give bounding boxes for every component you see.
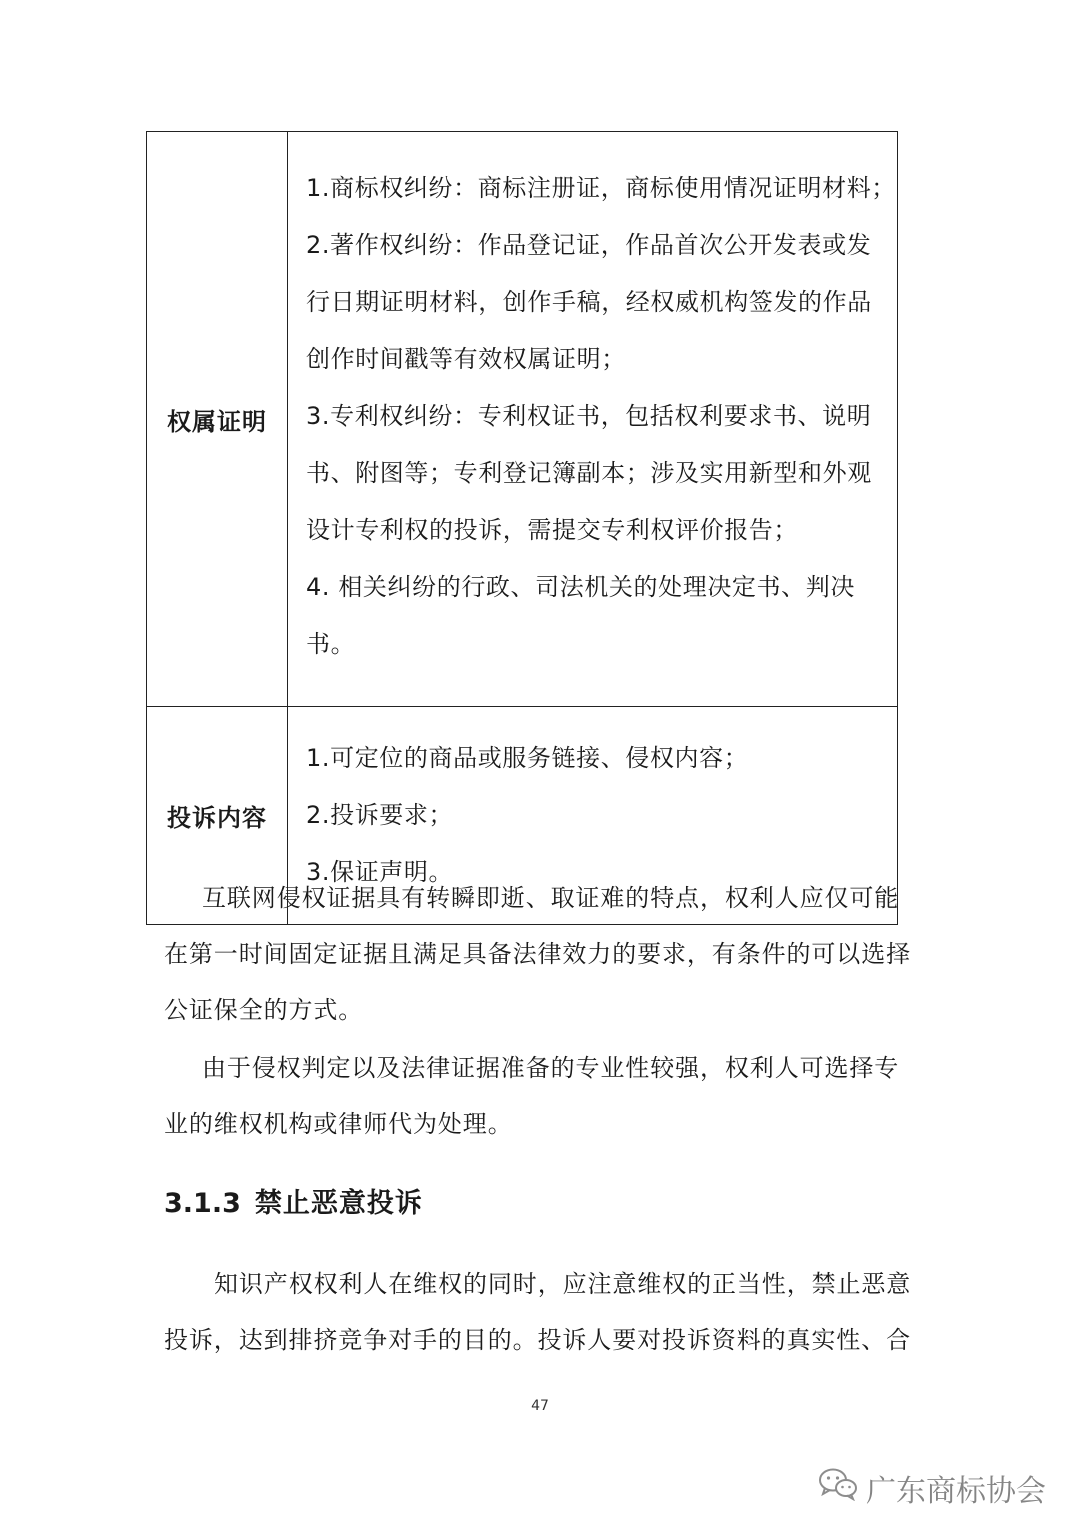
row-label-complaint-content: 投诉内容 — [147, 707, 288, 925]
content-line: 1.商标权纠纷：商标注册证，商标使用情况证明材料； — [306, 173, 896, 202]
content-line: 3.保证声明。 — [306, 858, 454, 886]
section-heading — [164, 1176, 423, 1232]
paragraph-evidence-notarization — [164, 870, 924, 1038]
page-number: 47 — [531, 1398, 549, 1414]
paragraph-line: 在第一时间固定证据且满足具备法律效力的要求，有条件的可以选择 — [164, 940, 911, 968]
evidence-table — [146, 131, 898, 925]
wechat-icon — [818, 1467, 866, 1509]
content-line: 3.专利权纠纷：专利权证书，包括权利要求书、说明 — [306, 401, 872, 430]
paragraph-line: 知识产权权利人在维权的同时，应注意维权的正当性，禁止恶意 — [214, 1270, 912, 1298]
content-line: 设计专利权的投诉，需提交专利权评价报告； — [306, 515, 798, 544]
content-line: 4. 相关纠纷的行政、司法机关的处理决定书、判决 — [306, 572, 855, 601]
content-line: 书。 — [306, 629, 356, 658]
paragraph-line: 由于侵权判定以及法律证据准备的专业性较强，权利人可选择专 — [202, 1054, 900, 1082]
paragraph-line: 业的维权机构或律师代为处理。 — [164, 1110, 513, 1138]
section-title: 禁止恶意投诉 — [254, 1188, 423, 1219]
content-line: 2.著作权纠纷：作品登记证，作品首次公开发表或发 — [306, 230, 872, 259]
content-line: 行日期证明材料，创作手稿，经权威机构签发的作品 — [306, 287, 872, 316]
paragraph-professional-agency — [164, 1040, 924, 1152]
paragraph-line: 投诉，达到排挤竞争对手的目的。投诉人要对投诉资料的真实性、合 — [164, 1326, 911, 1354]
content-line: 2.投诉要求； — [306, 801, 454, 829]
row-label-ownership-proof: 权属证明 — [147, 132, 288, 707]
content-line: 1.可定位的商品或服务链接、侵权内容； — [306, 744, 749, 772]
section-number: 3.1.3 — [164, 1188, 241, 1219]
content-line: 创作时间戳等有效权属证明； — [306, 344, 626, 373]
table-row-ownership-proof — [147, 132, 898, 707]
row-content-ownership-proof — [288, 132, 898, 707]
paragraph-line: 公证保全的方式。 — [164, 996, 364, 1024]
watermark — [818, 1466, 1046, 1510]
content-line: 书、附图等；专利登记簿副本；涉及实用新型和外观 — [306, 458, 872, 487]
watermark-text: 广东商标协会 — [866, 1474, 1046, 1509]
paragraph-line: 互联网侵权证据具有转瞬即逝、取证难的特点，权利人应仅可能 — [202, 884, 900, 912]
paragraph-malicious-complaint — [164, 1256, 924, 1368]
